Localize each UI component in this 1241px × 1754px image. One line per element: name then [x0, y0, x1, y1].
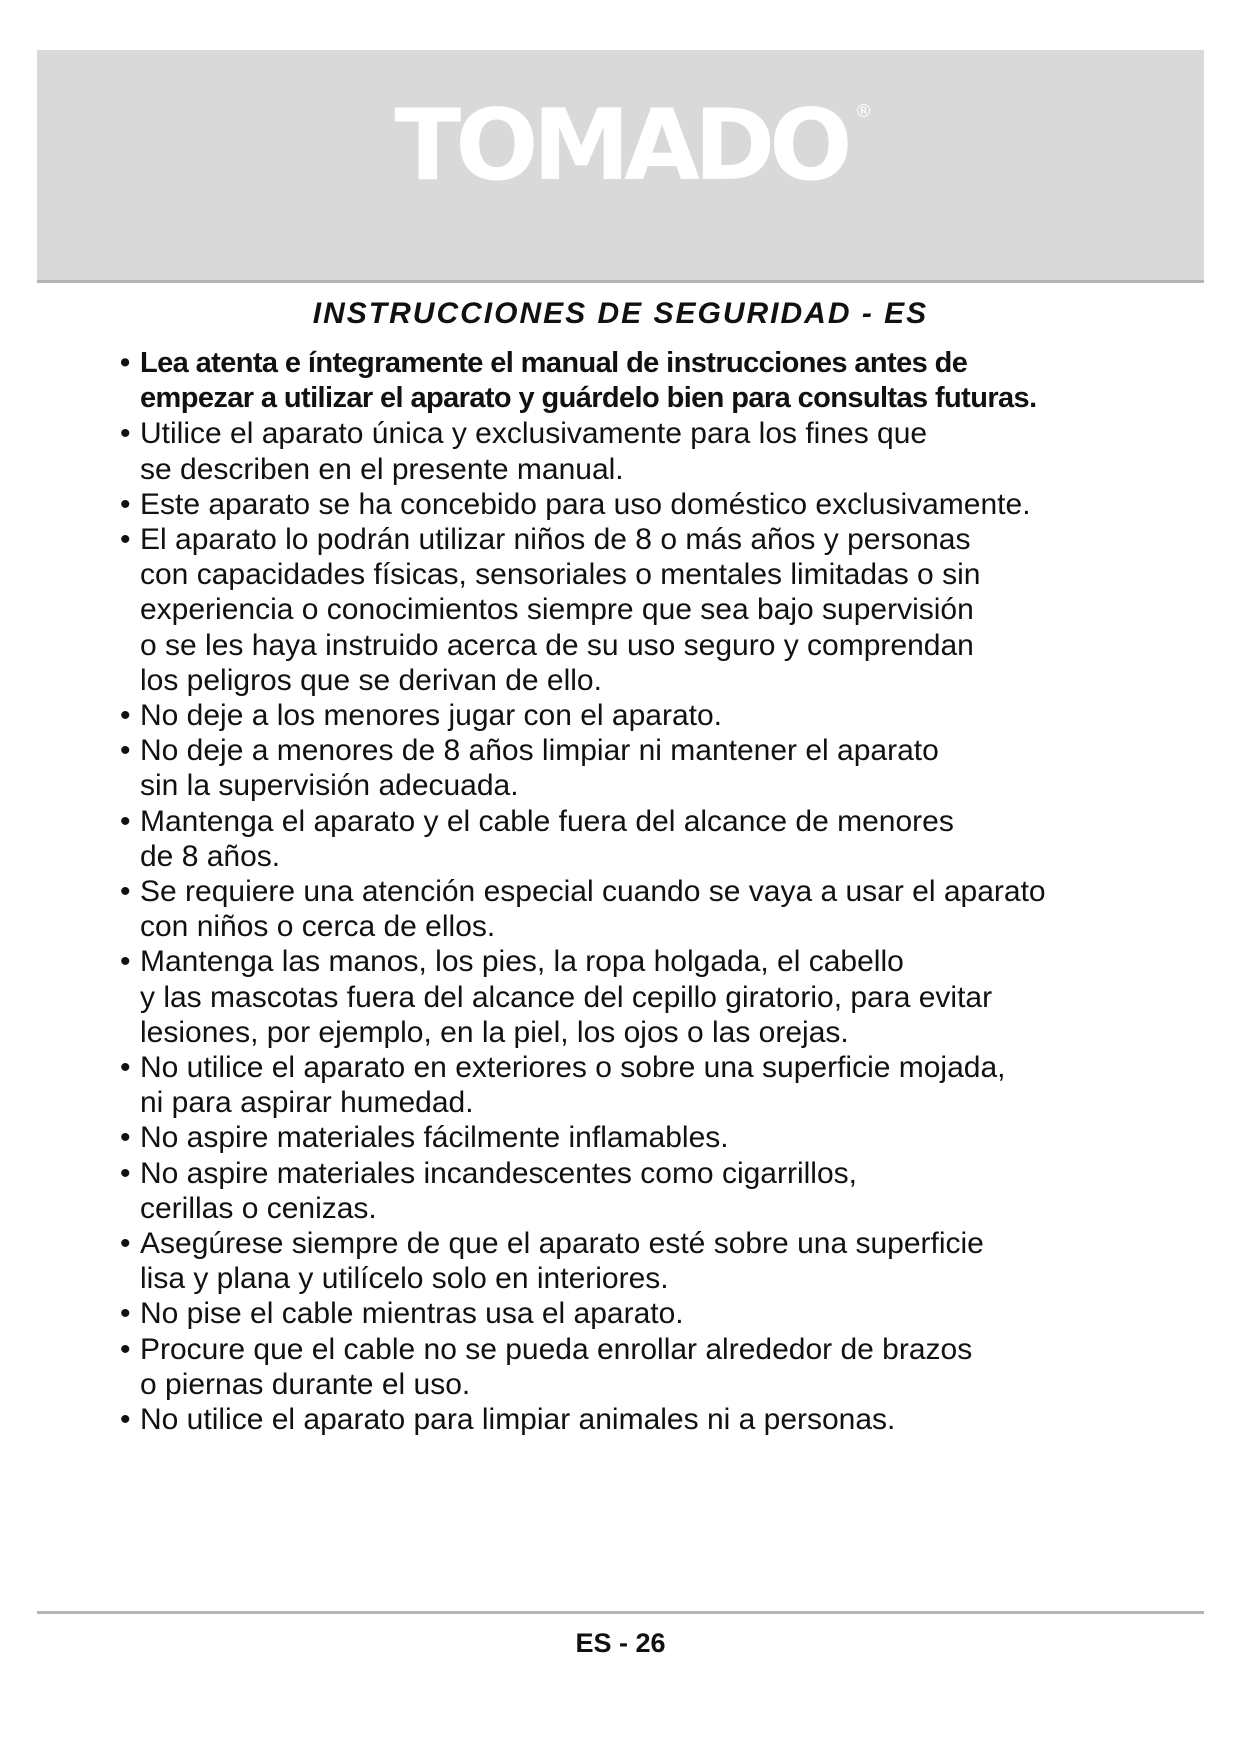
instruction-line: Lea atenta e íntegramente el manual de instrucciones antes de	[140, 347, 968, 379]
instruction-item	[120, 804, 1180, 874]
page-number: ES - 26	[575, 1628, 666, 1658]
brand-logo	[0, 89, 1241, 203]
instruction-line: Este aparato se ha concebido para uso doméstico exclusivamente.	[140, 487, 1031, 521]
instruction-line: los peligros que se derivan de ello.	[140, 663, 602, 697]
instruction-line: y las mascotas fuera del alcance del cepillo giratorio, para evitar	[140, 980, 993, 1014]
instruction-line: No utilice el aparato en exteriores o sobre una superficie mojada,	[140, 1051, 1006, 1085]
instruction-item	[120, 522, 1180, 698]
instruction-line: ni para aspirar humedad.	[140, 1086, 474, 1120]
instruction-line: Procure que el cable no se pueda enrollar alrededor de brazos	[140, 1332, 973, 1366]
instruction-item	[120, 944, 1180, 1050]
instruction-line: No aspire materiales fácilmente inflamables.	[140, 1121, 729, 1155]
instruction-item	[120, 487, 1180, 522]
instruction-line: Mantenga las manos, los pies, la ropa holgada, el cabello	[140, 945, 904, 979]
instruction-item	[120, 1402, 1180, 1437]
instruction-line: sin la supervisión adecuada.	[140, 769, 519, 803]
page-title: INSTRUCCIONES DE SEGURIDAD - ES	[312, 297, 929, 330]
instruction-line: o piernas durante el uso.	[140, 1367, 471, 1401]
footer-divider	[37, 1611, 1204, 1614]
instruction-line: No utilice el aparato para limpiar animales ni a personas.	[140, 1403, 896, 1437]
instruction-line: No aspire materiales incandescentes como cigarrillos,	[140, 1156, 857, 1190]
registered-mark: ®	[854, 101, 873, 122]
instruction-item	[120, 698, 1180, 733]
instruction-line: Mantenga el aparato y el cable fuera del alcance de menores	[140, 804, 954, 838]
instruction-line: Asegúrese siempre de que el aparato esté sobre una superficie	[140, 1227, 984, 1261]
instruction-line: Se requiere una atención especial cuando se vaya a usar el aparato	[140, 875, 1046, 909]
instruction-line: de 8 años.	[140, 839, 281, 873]
instruction-line: con niños o cerca de ellos.	[140, 910, 496, 944]
instruction-item	[120, 1120, 1180, 1155]
instruction-item	[120, 1226, 1180, 1296]
instruction-item	[120, 1296, 1180, 1331]
instruction-line: cerillas o cenizas.	[140, 1191, 377, 1225]
instruction-line: o se les haya instruido acerca de su uso seguro y comprendan	[140, 628, 974, 662]
instruction-line: No pise el cable mientras usa el aparato.	[140, 1297, 684, 1331]
instruction-line: lesiones, por ejemplo, en la piel, los ojos o las orejas.	[140, 1015, 849, 1049]
instruction-line: El aparato lo podrán utilizar niños de 8 o más años y personas	[140, 523, 971, 557]
instruction-line: lisa y plana y utilícelo solo en interiores.	[140, 1262, 669, 1296]
instruction-line: experiencia o conocimientos siempre que sea bajo supervisión	[140, 593, 974, 627]
instruction-item	[120, 346, 1180, 416]
instruction-line: se describen en el presente manual.	[140, 452, 624, 486]
brand-name: TOMADO	[394, 89, 847, 203]
instruction-item	[120, 1332, 1180, 1402]
instruction-item	[120, 1050, 1180, 1120]
instruction-line: empezar a utilizar el aparato y guárdelo bien para consultas futuras.	[140, 382, 1037, 415]
instruction-line: con capacidades físicas, sensoriales o mentales limitadas o sin	[140, 558, 981, 592]
instruction-item	[120, 874, 1180, 944]
instruction-line: No deje a los menores jugar con el aparato.	[140, 699, 723, 733]
instruction-line: Utilice el aparato única y exclusivamente para los fines que	[140, 417, 928, 451]
instruction-item	[120, 1156, 1180, 1226]
instruction-line: No deje a menores de 8 años limpiar ni mantener el aparato	[140, 734, 939, 768]
instruction-item	[120, 733, 1180, 803]
safety-instructions-list	[120, 346, 1180, 1437]
instruction-item	[120, 416, 1180, 486]
